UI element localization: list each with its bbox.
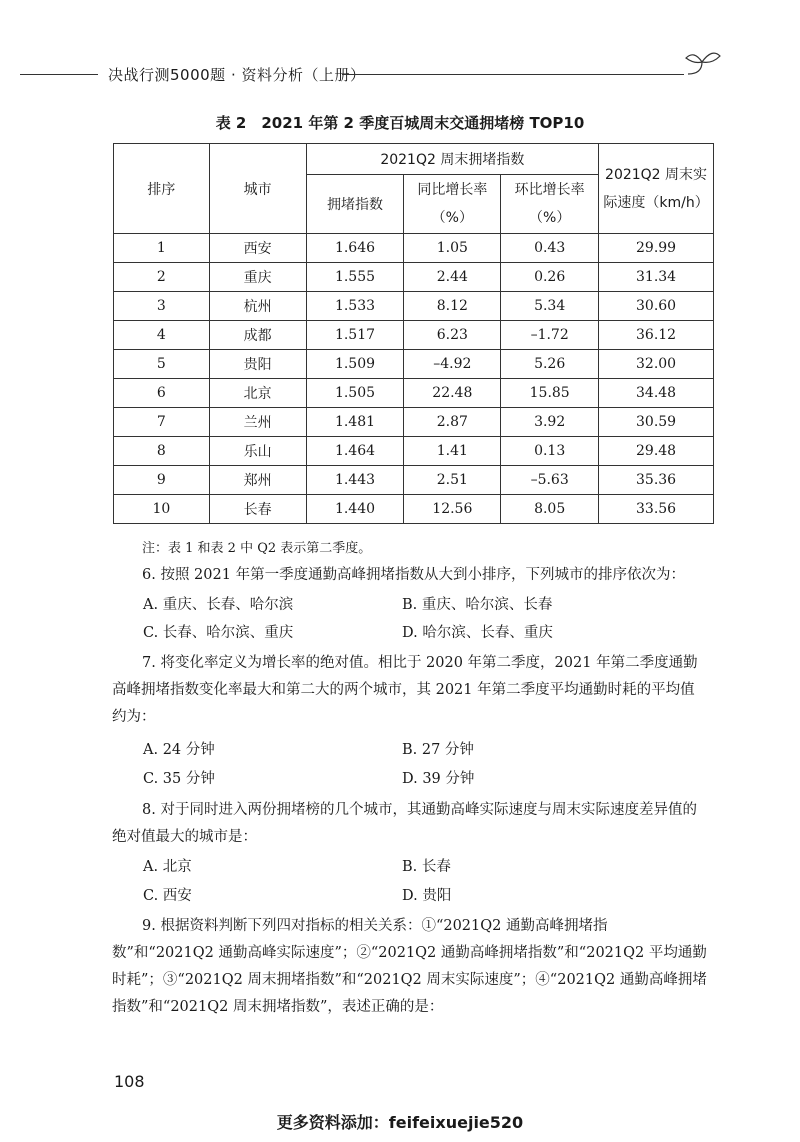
table-row — [114, 466, 714, 495]
cell-rank: 2 — [114, 263, 210, 292]
cell-qoq: 15.85 — [501, 379, 599, 408]
cell-index: 1.440 — [306, 495, 404, 524]
cell-yoy: 6.23 — [404, 321, 501, 350]
cell-qoq: –5.63 — [501, 466, 599, 495]
cell-index: 1.509 — [306, 350, 404, 379]
cell-city: 北京 — [209, 379, 306, 408]
cell-yoy: 2.51 — [404, 466, 501, 495]
q6-option-d: D. 哈尔滨、长春、重庆 — [402, 625, 553, 641]
header-rank: 排序 — [114, 144, 210, 234]
table-row — [114, 292, 714, 321]
header-qoq: 环比增长率（%） — [501, 175, 599, 234]
cell-speed: 29.99 — [599, 234, 714, 263]
cell-yoy: 2.87 — [404, 408, 501, 437]
cell-yoy: 8.12 — [404, 292, 501, 321]
cell-qoq: 3.92 — [501, 408, 599, 437]
cell-speed: 34.48 — [599, 379, 714, 408]
header-index: 拥堵指数 — [306, 175, 404, 234]
cell-yoy: 2.44 — [404, 263, 501, 292]
cell-city: 重庆 — [209, 263, 306, 292]
cell-city: 长春 — [209, 495, 306, 524]
cell-city: 兰州 — [209, 408, 306, 437]
q6-option-b: B. 重庆、哈尔滨、长春 — [402, 597, 553, 613]
cell-rank: 7 — [114, 408, 210, 437]
q6-option-a: A. 重庆、长春、哈尔滨 — [143, 597, 294, 613]
cell-city: 乐山 — [209, 437, 306, 466]
cell-index: 1.517 — [306, 321, 404, 350]
question-7: 7. 将变化率定义为增长率的绝对值。相比于 2020 年第二季度，2021 年第二季度通勤高峰拥堵指数变化率最大和第二大的两个城市，其 2021 年第二季度平均通勤时耗的平均值约为： — [112, 655, 698, 725]
footer-contact: 更多资料添加：feifeixuejie520 — [276, 1113, 524, 1132]
cell-yoy: 1.41 — [404, 437, 501, 466]
book-title: 决战行测5000题 · 资料分析（上册） — [108, 66, 366, 84]
cell-rank: 9 — [114, 466, 210, 495]
cell-yoy: –4.92 — [404, 350, 501, 379]
table-row — [114, 234, 714, 263]
cell-city: 郑州 — [209, 466, 306, 495]
cell-qoq: 0.13 — [501, 437, 599, 466]
running-header — [0, 62, 800, 86]
table-row — [114, 263, 714, 292]
cell-city: 成都 — [209, 321, 306, 350]
cell-index: 1.646 — [306, 234, 404, 263]
cell-qoq: –1.72 — [501, 321, 599, 350]
q7-option-b: B. 27 分钟 — [402, 742, 474, 758]
question-8: 8. 对于同时进入两份拥堵榜的几个城市，其通勤高峰实际速度与周末实际速度差异值的绝对值最大的城市是： — [112, 802, 697, 845]
cell-index: 1.505 — [306, 379, 404, 408]
congestion-table — [113, 143, 714, 524]
q8-option-a: A. 北京 — [143, 859, 192, 875]
q7-option-a: A. 24 分钟 — [143, 742, 215, 758]
cell-rank: 8 — [114, 437, 210, 466]
cell-speed: 32.00 — [599, 350, 714, 379]
cell-rank: 3 — [114, 292, 210, 321]
cell-index: 1.533 — [306, 292, 404, 321]
cell-speed: 30.60 — [599, 292, 714, 321]
cell-index: 1.555 — [306, 263, 404, 292]
table-row — [114, 321, 714, 350]
q7-option-c: C. 35 分钟 — [143, 771, 215, 787]
cell-index: 1.481 — [306, 408, 404, 437]
cell-city: 西安 — [209, 234, 306, 263]
cell-yoy: 12.56 — [404, 495, 501, 524]
header-city: 城市 — [209, 144, 306, 234]
question-9: 9. 根据资料判断下列四对指标的相关关系：①“2021Q2 通勤高峰拥堵指数”和“2021Q2 通勤高峰实际速度”；②“2021Q2 通勤高峰拥堵指数”和“2021Q2 平均通勤时耗”；③“2021Q2 周末拥堵指数”和“2021Q2 周末实际速度”；④“2021Q2 通勤高峰拥堵指数”和“2021Q2 周末拥堵指数”，表述正确的是： — [112, 918, 707, 1015]
q8-option-b: B. 长春 — [402, 859, 451, 875]
cell-rank: 4 — [114, 321, 210, 350]
page-number: 108 — [114, 1072, 145, 1091]
cell-index: 1.443 — [306, 466, 404, 495]
header-group-weekend-index: 2021Q2 周末拥堵指数 — [306, 144, 599, 175]
table-body — [114, 234, 714, 524]
q8-option-d: D. 贵阳 — [402, 888, 452, 904]
cell-speed: 36.12 — [599, 321, 714, 350]
cell-speed: 31.34 — [599, 263, 714, 292]
cell-city: 贵阳 — [209, 350, 306, 379]
header-rule-right — [342, 74, 684, 75]
table-row — [114, 495, 714, 524]
question-6: 6. 按照 2021 年第一季度通勤高峰拥堵指数从大到小排序，下列城市的排序依次为： — [142, 567, 686, 583]
cell-speed: 29.48 — [599, 437, 714, 466]
cell-speed: 35.36 — [599, 466, 714, 495]
cell-rank: 6 — [114, 379, 210, 408]
table-row — [114, 350, 714, 379]
cell-qoq: 8.05 — [501, 495, 599, 524]
cell-qoq: 0.26 — [501, 263, 599, 292]
sprout-icon — [682, 48, 722, 82]
table-row — [114, 437, 714, 466]
cell-rank: 5 — [114, 350, 210, 379]
header-yoy: 同比增长率（%） — [404, 175, 501, 234]
header-rule-left — [20, 74, 98, 75]
cell-rank: 10 — [114, 495, 210, 524]
cell-qoq: 5.34 — [501, 292, 599, 321]
table-note: 注：表 1 和表 2 中 Q2 表示第二季度。 — [142, 541, 372, 556]
cell-speed: 30.59 — [599, 408, 714, 437]
q8-option-c: C. 西安 — [143, 888, 192, 904]
cell-qoq: 0.43 — [501, 234, 599, 263]
cell-yoy: 22.48 — [404, 379, 501, 408]
table-caption: 表 2 2021 年第 2 季度百城周末交通拥堵榜 TOP10 — [215, 114, 585, 132]
cell-speed: 33.56 — [599, 495, 714, 524]
cell-yoy: 1.05 — [404, 234, 501, 263]
table-row — [114, 379, 714, 408]
cell-qoq: 5.26 — [501, 350, 599, 379]
table-row — [114, 408, 714, 437]
q7-option-d: D. 39 分钟 — [402, 771, 475, 787]
cell-rank: 1 — [114, 234, 210, 263]
header-speed: 2021Q2 周末实际速度（km/h） — [599, 144, 714, 234]
q6-option-c: C. 长春、哈尔滨、重庆 — [143, 625, 294, 641]
cell-city: 杭州 — [209, 292, 306, 321]
cell-index: 1.464 — [306, 437, 404, 466]
